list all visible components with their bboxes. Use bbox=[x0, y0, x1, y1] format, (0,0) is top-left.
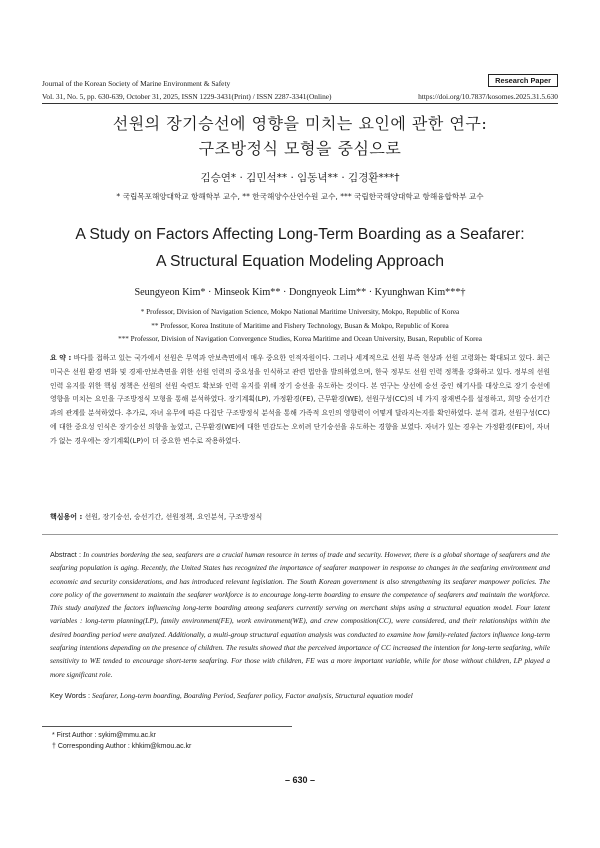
page-number: – 630 – bbox=[284, 775, 316, 785]
korean-title-line-1: 선원의 장기승선에 영향을 미치는 요인에 관한 연구: bbox=[112, 114, 488, 133]
korean-keywords-label: 핵심용어 : bbox=[50, 513, 83, 521]
doi-link[interactable]: https://doi.org/10.7837/kosomes.2025.31.5.630 bbox=[418, 92, 558, 101]
english-keywords-label: Key Words : bbox=[50, 691, 91, 700]
article-type-badge: Research Paper bbox=[488, 74, 558, 87]
footnote-divider bbox=[42, 726, 292, 727]
korean-abstract-text: 바다를 접하고 있는 국가에서 선원은 무역과 안보측면에서 매우 중요한 인적자원이다. 그러나 세계적으로 선원 부족 현상과 선원 고령화는 확대되고 있다. 최근 미국은 선원 환경 변화 및 경제·안보측면을 위한 선원 인력의 중요성을 인식하고 관련 법안을 발의하였으며, 한국 정부도 선원 인력 정책을 강화하고 있다. 정부의 선원 인력 유지를 위한 핵심 정책은 선원의 선원 숙련도 확보와 인력 유지를 위해 장기 승선을 유도하는 것이다. 본 연구는 상선에 승선 중인 해기사를 대상으로 장기 승선에 영향을 미치는 요인을 구조방정식 모형을 통해 분석하였다. 장기계획(LP), 가정환경(FE), 근무환경(WE), 선원구성(CC)의 네 가지 잠재변수를 설정하고, 희망 승선기간과의 관계를 분석하였다. 추가로, 자녀 유무에 따른 다집단 구조방정식 분석을 통해 가족적 요인의 영향력이 어떻게 달라지는지를 확인하였다. 분석 결과, 선원구성(CC)에 대한 중요성 인식은 장기승선 의향을 높였고, 근무환경(WE)에 대한 민감도는 오히려 단기승선을 유도하는 경향을 보였다. 자녀가 있는 경우는 가정환경(FE)이, 자녀가 없는 경우에는 장기계획(LP)이 더 중요한 변수로 작용하였다. bbox=[50, 354, 550, 445]
english-title-line-1: A Study on Factors Affecting Long-Term Boarding as a Seafarer: bbox=[75, 226, 525, 243]
affiliation-2: ** Professor, Korea Institute of Maritime and Fishery Technology, Busan & Mokpo, Republic of Korea bbox=[151, 321, 449, 330]
volume-info: Vol. 31, No. 5, pp. 630-639, October 31, 2025, ISSN 1229-3431(Print) / ISSN 2287-3341(Online) bbox=[42, 92, 332, 101]
korean-keywords-text: 선원, 장기승선, 승선기간, 선원정책, 요인분석, 구조방정식 bbox=[84, 513, 263, 521]
header-divider bbox=[42, 103, 558, 104]
korean-title bbox=[40, 111, 560, 161]
english-affiliations bbox=[30, 306, 570, 347]
english-abstract-label: Abstract : bbox=[50, 550, 82, 559]
korean-affiliation: * 국립목포해양대학교 항해학부 교수, ** 한국해양수산연수원 교수, *** 국립한국해양대학교 항해융합학부 교수 bbox=[116, 192, 484, 201]
abstract-divider bbox=[42, 534, 558, 535]
korean-authors: 김승연* · 김민석** · 임동녁** · 김경환***† bbox=[200, 172, 400, 184]
korean-abstract-label: 요 약 : bbox=[50, 354, 72, 362]
english-keywords-text: Seafarer, Long-term boarding, Boarding Period, Seafarer policy, Factor analysis, Structural equation model bbox=[91, 691, 413, 700]
korean-keywords bbox=[50, 512, 550, 522]
affiliation-1: * Professor, Division of Navigation Science, Mokpo National Maritime University, Mokpo, Republic of Korea bbox=[140, 308, 460, 316]
english-title bbox=[30, 221, 570, 275]
first-author-footnote: * First Author : sykim@mmu.ac.kr bbox=[52, 732, 156, 739]
corresponding-author-footnote: † Corresponding Author : khkim@kmou.ac.kr bbox=[52, 743, 192, 750]
korean-abstract bbox=[50, 352, 550, 449]
english-keywords bbox=[50, 691, 550, 700]
english-abstract-text: In countries bordering the sea, seafarers are a crucial human resource in terms of trade and security. However, there is a global shortage of seafarers and the seafaring population is aging. Recently, the United States has recognized the importance of seafarer manpower in response to changes in the seafaring environment and economic and security considerations, and has introduced relevant legislation. The South Korean government is also strengthening its seafarer manpower policies. The core policy of the government to maintain the seafarer workforce is to encourage long-term boarding to ensure the competence of seafarers and maintain the workforce. This study analyzed the factors influencing long-term boarding among seafarers currently serving on merchant ships using a structural equation model. Four latent variables : long-term planning(LP), family environment(FE), work environment(WE), and crew composition(CC), were considered, and their relationships within the desired boarding period were analyzed. Additionally, a multi-group structural equation analysis was conducted to examine how family-related factors influence long-term seafaring intentions depending on the presence of children. The results showed that the perceived importance of CC increased the intention for long-term seafaring, while sensitivity to WE tended to encourage short-term seafaring. For those with children, FE was a more important variable, while for those without children, LP played a more significant role. bbox=[50, 550, 550, 679]
english-authors: Seungyeon Kim* · Minseok Kim** · Dongnyeok Lim** · Kyunghwan Kim***† bbox=[134, 287, 466, 298]
english-abstract bbox=[50, 548, 550, 681]
journal-name: Journal of the Korean Society of Marine Environment & Safety bbox=[42, 79, 231, 88]
english-title-line-2: A Structural Equation Modeling Approach bbox=[155, 253, 445, 270]
affiliation-3: *** Professor, Division of Navigation Convergence Studies, Korea Maritime and Ocean University, Busan, Republic of Korea bbox=[118, 335, 482, 344]
korean-title-line-2: 구조방정식 모형을 중심으로 bbox=[198, 139, 402, 158]
